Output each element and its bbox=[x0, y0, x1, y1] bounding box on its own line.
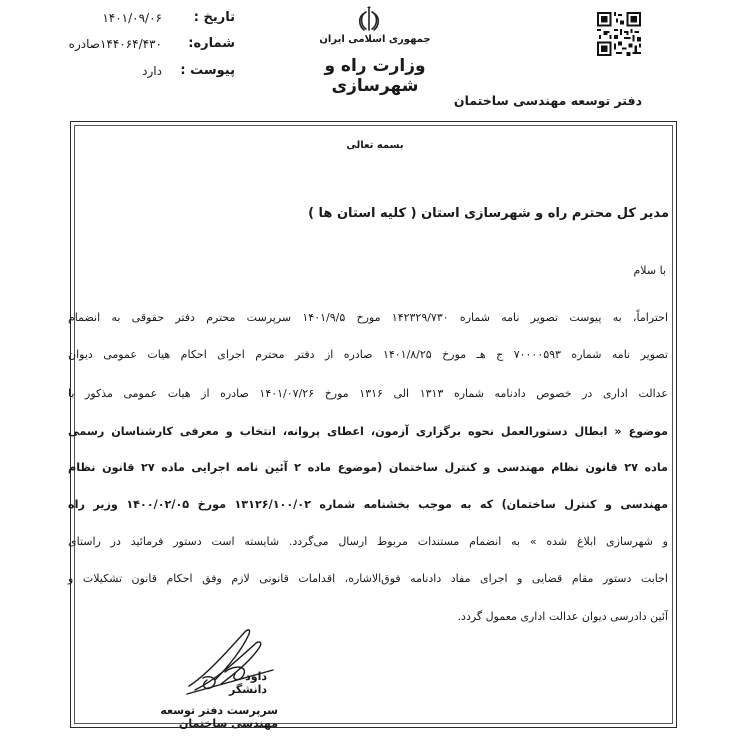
body-line-6: مهندسی و کنترل ساختمان) که به موجب بخشنامه شماره ۱۳۱۲۶/۱۰۰/۰۲ مورخ ۱۴۰۰/۰۲/۰۵ وزیر راه bbox=[68, 498, 669, 511]
ministry-name: وزارت راه و شهرسازی bbox=[324, 56, 426, 96]
body-line-2: تصویر نامه شماره ۷۰۰۰۰۵۹۳ ج هـ مورخ ۱۴۰۱/۸/۲۵ صادره از دفتر محترم اجرای احکام هیات عمومی دیوان bbox=[68, 348, 668, 361]
bismillah: بسمه تعالی bbox=[346, 140, 404, 151]
number-value: ۱۴۴۰۶۴/۴۳۰صادره bbox=[68, 37, 162, 51]
country-name: جمهوری اسلامی ایران bbox=[319, 34, 431, 45]
addressee: مدیر کل محترم راه و شهرسازی استان ( کلیه استان ها ) bbox=[308, 206, 669, 221]
greeting: با سلام bbox=[633, 264, 666, 277]
number-label: شماره: bbox=[188, 36, 235, 51]
body-line-3: عدالت اداری در خصوص دادنامه شماره ۱۳۱۳ الی ۱۳۱۶ مورخ ۱۴۰۱/۰۷/۲۶ صادره از هیات عمومی مذکور با bbox=[68, 387, 668, 400]
signer-name: داود دانشگر bbox=[229, 670, 267, 696]
body-line-7: و شهرسازی ابلاغ شده » به انضمام مستندات مربوط ارسال می‌گردد. شایسته است دستور فرمائید در راستای bbox=[68, 535, 668, 548]
office-name: دفتر توسعه مهندسی ساختمان bbox=[453, 93, 642, 108]
date-value: ۱۴۰۱/۰۹/۰۶ bbox=[102, 11, 162, 25]
attachment-label: پیوست : bbox=[180, 63, 235, 78]
signer-title: سرپرست دفتر توسعه مهندسی ساختمان bbox=[160, 704, 278, 730]
qr-code-icon bbox=[597, 12, 641, 56]
body-line-9: آئین دادرسی دیوان عدالت اداری معمول گردد. bbox=[457, 610, 668, 623]
body-line-4: موضوع « ابطال دستورالعمل نحوه برگزاری آزمون، اعطای پروانه، انتخاب و معرفی کارشناسان رسمی bbox=[68, 425, 668, 438]
body-line-8: اجابت دستور مقام قضایی و اجرای مفاد دادنامه فوق‌الاشاره، اقدامات قانونی لازم وفق احکام قانون تشکیلات و bbox=[68, 572, 668, 585]
iran-emblem-icon bbox=[357, 6, 381, 32]
body-line-5: ماده ۲۷ قانون نظام مهندسی و کنترل ساختمان (موضوع ماده ۲ آئین نامه اجرایی ماده ۲۷ قانون نظام bbox=[68, 461, 668, 474]
date-label: تاریخ : bbox=[193, 10, 235, 25]
attachment-value: دارد bbox=[142, 64, 162, 78]
body-line-1: احتراماً، به پیوست تصویر نامه شماره ۱۴۲۳۲۹/۷۳۰ مورخ ۱۴۰۱/۹/۵ سرپرست محترم دفتر حقوقی به انضمام bbox=[68, 311, 669, 324]
